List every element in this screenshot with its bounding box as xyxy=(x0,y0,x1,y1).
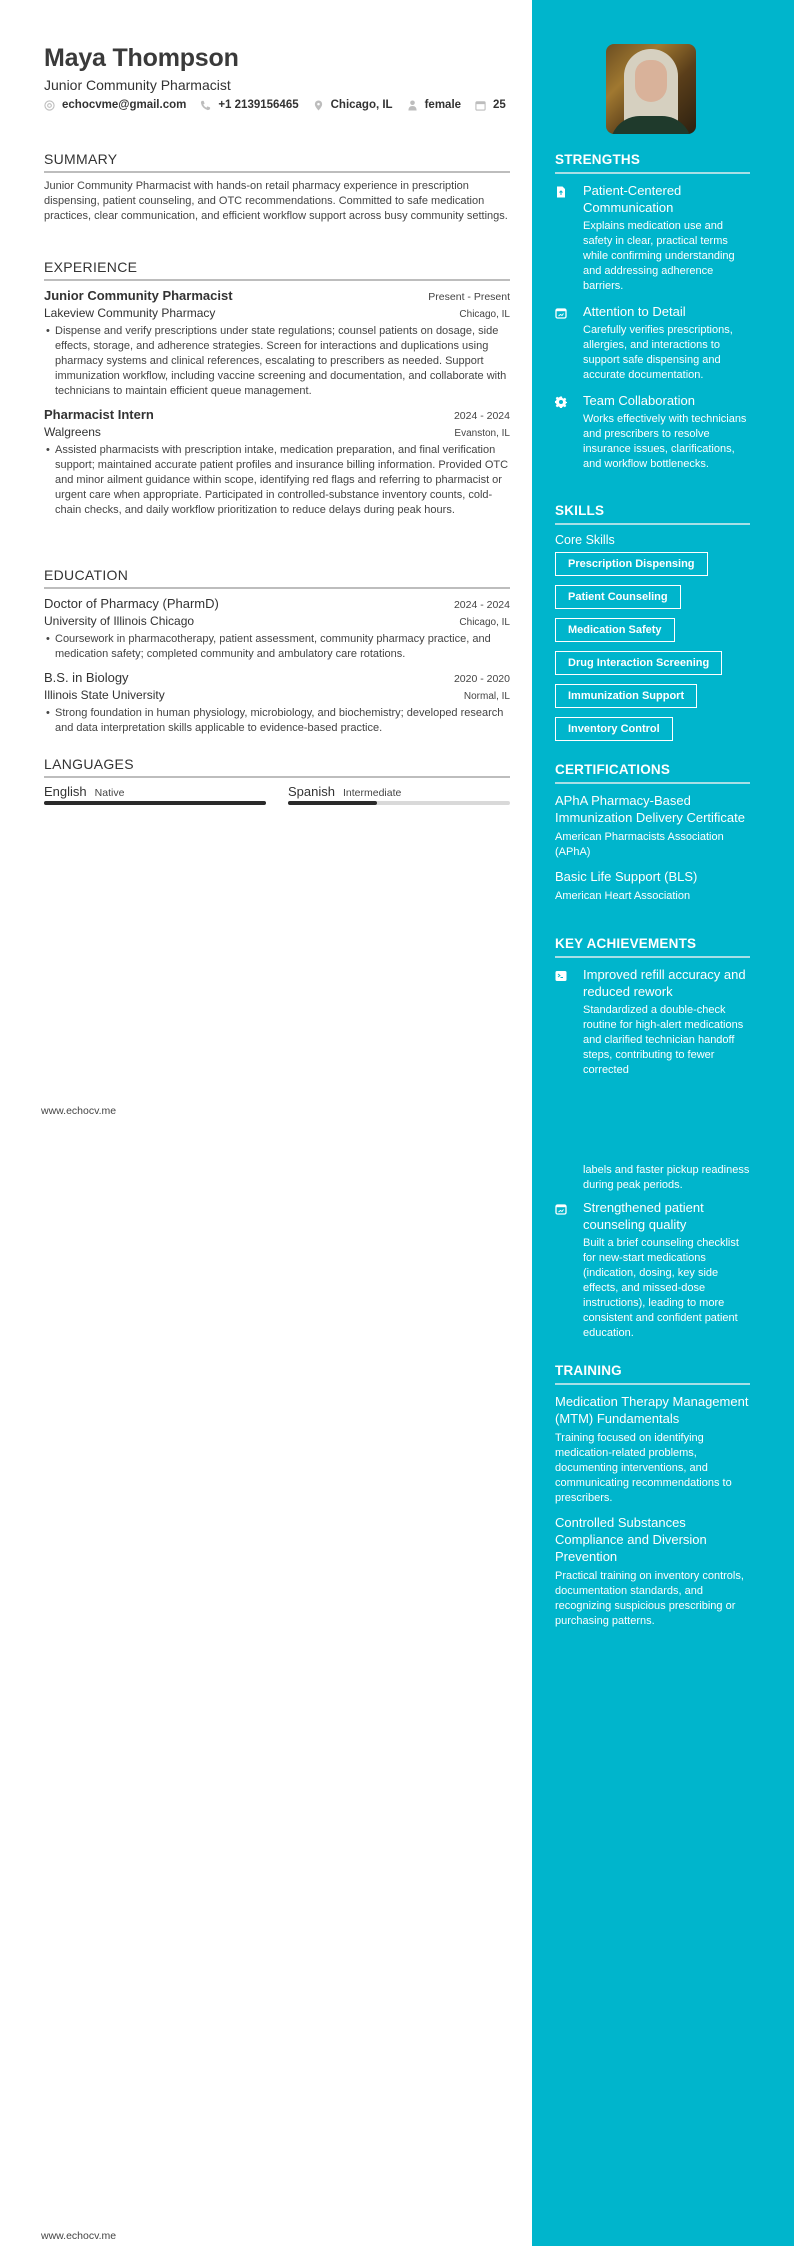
education-entry xyxy=(44,596,510,662)
contact-age: 25 xyxy=(475,99,506,111)
language-name: Spanish xyxy=(288,784,335,799)
strength-item xyxy=(555,182,750,294)
summary-section xyxy=(44,151,510,224)
calendar-icon xyxy=(475,100,486,111)
achievement-desc: labels and faster pickup readiness during peak periods. xyxy=(583,1164,750,1191)
training-name: Controlled Substances Compliance and Diversion Prevention xyxy=(555,1515,707,1564)
strength-item xyxy=(555,392,750,472)
skill-chip: Inventory Control xyxy=(555,717,673,741)
strength-title: Attention to Detail xyxy=(583,304,686,319)
section-title: CERTIFICATIONS xyxy=(555,762,750,784)
achievement-item xyxy=(555,966,750,1078)
candidate-title: Junior Community Pharmacist xyxy=(44,77,231,93)
training-section xyxy=(555,1363,750,1637)
language-name: English xyxy=(44,784,87,799)
section-title: SKILLS xyxy=(555,503,750,525)
section-title: LANGUAGES xyxy=(44,756,510,778)
section-title: STRENGTHS xyxy=(555,152,750,174)
profile-photo xyxy=(606,44,696,134)
training-name: Medication Therapy Management (MTM) Fundamentals xyxy=(555,1394,749,1426)
strength-desc: Works effectively with technicians and prescribers to resolve insurance issues, clarifications, and workflow bottlenecks. xyxy=(583,413,747,470)
phone-icon xyxy=(200,100,211,111)
strength-item xyxy=(555,303,750,383)
language-item xyxy=(44,784,266,805)
skill-chip: Patient Counseling xyxy=(555,585,681,609)
training-desc: Practical training on inventory controls, documentation standards, and recognizing suspicious prescribing or purchasing patterns. xyxy=(555,1570,744,1627)
section-title: EDUCATION xyxy=(44,567,510,589)
achievement-title: Strengthened patient counseling quality xyxy=(583,1200,704,1232)
achievements-continued xyxy=(555,1163,750,1350)
section-title: TRAINING xyxy=(555,1363,750,1385)
contact-gender: female xyxy=(407,99,461,111)
section-title: EXPERIENCE xyxy=(44,259,510,281)
edu-dates: 2020 - 2020 xyxy=(453,673,510,685)
job-title: Pharmacist Intern xyxy=(44,407,154,422)
job-title: Junior Community Pharmacist xyxy=(44,288,233,303)
achievement-item xyxy=(555,1199,750,1341)
cert-org: American Heart Association xyxy=(555,890,691,902)
strength-title: Patient-Centered Communication xyxy=(583,183,682,215)
skill-group-label: Core Skills xyxy=(555,533,615,547)
training-desc: Training focused on identifying medication-related problems, documenting interventions, and communicating recommendations to prescribers. xyxy=(555,1432,732,1504)
skill-chip: Immunization Support xyxy=(555,684,697,708)
strengths-section xyxy=(555,152,750,481)
language-item xyxy=(288,784,510,805)
school-location: Normal, IL xyxy=(463,691,510,702)
achievement-title: Improved refill accuracy and reduced rework xyxy=(583,967,746,999)
cert-name: APhA Pharmacy-Based Immunization Delivery Certificate xyxy=(555,793,746,825)
strength-desc: Carefully verifies prescriptions, allergies, and interactions to support safe dispensing and accurate documentation. xyxy=(583,324,733,381)
degree: B.S. in Biology xyxy=(44,670,129,685)
calendar-chart-icon xyxy=(555,1203,567,1215)
education-entry xyxy=(44,670,510,736)
languages-section xyxy=(44,756,510,805)
language-progress-bar xyxy=(288,801,510,805)
achievement-desc: Built a brief counseling checklist for new-start medications (indication, dosing, key side effects, and missed-dose instructions), leading to more consistent and confident patient education. xyxy=(583,1237,739,1339)
summary-text: Junior Community Pharmacist with hands-on retail pharmacy experience in prescription dispensing, patient counseling, and OTC recommendations. Committed to safe medication practices, clear communication, and efficient workflow support across busy community settings. xyxy=(44,180,508,222)
strength-desc: Explains medication use and safety in clear, practical terms while confirming understanding and addressing adherence barriers. xyxy=(583,220,735,292)
language-level: Native xyxy=(94,787,125,799)
language-level: Intermediate xyxy=(342,787,402,799)
education-section xyxy=(44,567,510,744)
achievements-section xyxy=(555,936,750,1087)
candidate-name: Maya Thompson xyxy=(44,44,239,72)
experience-entry xyxy=(44,407,510,518)
contact-email[interactable]: echocvme@gmail.com xyxy=(44,99,186,111)
job-dates: 2024 - 2024 xyxy=(453,410,510,422)
footer-link[interactable]: www.echocv.me xyxy=(41,2230,117,2242)
job-bullet: • Assisted pharmacists with prescription intake, medication preparation, and final verification support; maintained accurate patient profiles and insurance billing information. Provided OTC and minor ailment guidance within scope, identifying red flags and referring to pharmacist or urgent care when appropriate. Participated in controlled-substance inventory counts, cold-chain checks, and daily workflow prioritization to reduce delays during peak hours. xyxy=(46,444,509,516)
school-location: Chicago, IL xyxy=(459,617,510,628)
employer: Lakeview Community Pharmacy xyxy=(44,306,216,320)
school: Illinois State University xyxy=(44,688,165,702)
section-title: KEY ACHIEVEMENTS xyxy=(555,936,750,958)
strength-title: Team Collaboration xyxy=(583,393,696,408)
section-title: SUMMARY xyxy=(44,151,510,173)
footer-link[interactable]: www.echocv.me xyxy=(41,1105,117,1117)
location-icon xyxy=(313,100,324,111)
edu-dates: 2024 - 2024 xyxy=(453,599,510,611)
at-icon xyxy=(44,100,55,111)
skill-chip: Drug Interaction Screening xyxy=(555,651,722,675)
achievement-item-continued xyxy=(555,1163,750,1193)
achievement-desc: Standardized a double-check routine for high-alert medications and clarified technician handoff steps, contributing to fewer corrected xyxy=(583,1004,744,1076)
calendar-chart-icon xyxy=(555,307,567,319)
person-icon xyxy=(407,100,418,111)
gear-icon xyxy=(555,396,567,408)
edu-bullet: • Coursework in pharmacotherapy, patient assessment, community pharmacy practice, and medication safety; completed community and ambulatory care rotations. xyxy=(46,633,491,660)
skills-section xyxy=(555,503,750,750)
contact-location: Chicago, IL xyxy=(313,99,393,111)
language-progress-bar xyxy=(44,801,266,805)
school: University of Illinois Chicago xyxy=(44,614,195,628)
skill-chip: Prescription Dispensing xyxy=(555,552,708,576)
certifications-section xyxy=(555,762,750,912)
experience-section xyxy=(44,259,510,526)
cert-org: American Pharmacists Association (APhA) xyxy=(555,831,724,858)
skill-chip: Medication Safety xyxy=(555,618,675,642)
cert-name: Basic Life Support (BLS) xyxy=(555,869,698,884)
edu-bullet: • Strong foundation in human physiology, microbiology, and biochemistry; developed research and data interpretation skills applicable to evidence-based practice. xyxy=(46,707,504,734)
contact-bar xyxy=(44,99,520,111)
contact-phone[interactable]: +1 2139156465 xyxy=(200,99,298,111)
experience-entry xyxy=(44,288,510,399)
job-location: Evanston, IL xyxy=(454,428,510,439)
degree: Doctor of Pharmacy (PharmD) xyxy=(44,596,219,611)
document-icon xyxy=(555,186,567,198)
job-dates: Present - Present xyxy=(428,291,510,303)
terminal-icon xyxy=(555,970,567,982)
employer: Walgreens xyxy=(44,425,101,439)
job-location: Chicago, IL xyxy=(459,309,510,320)
job-bullet: • Dispense and verify prescriptions under state regulations; counsel patients on dosage, side effects, storage, and adherence strategies. Screen for interactions and duplications using pharmacy systems and clinical references, escalating to prescribers as needed. Support immunization workflow, including vaccine screening and documentation, and collaborate with technicians to maintain efficient queue management. xyxy=(46,325,507,397)
